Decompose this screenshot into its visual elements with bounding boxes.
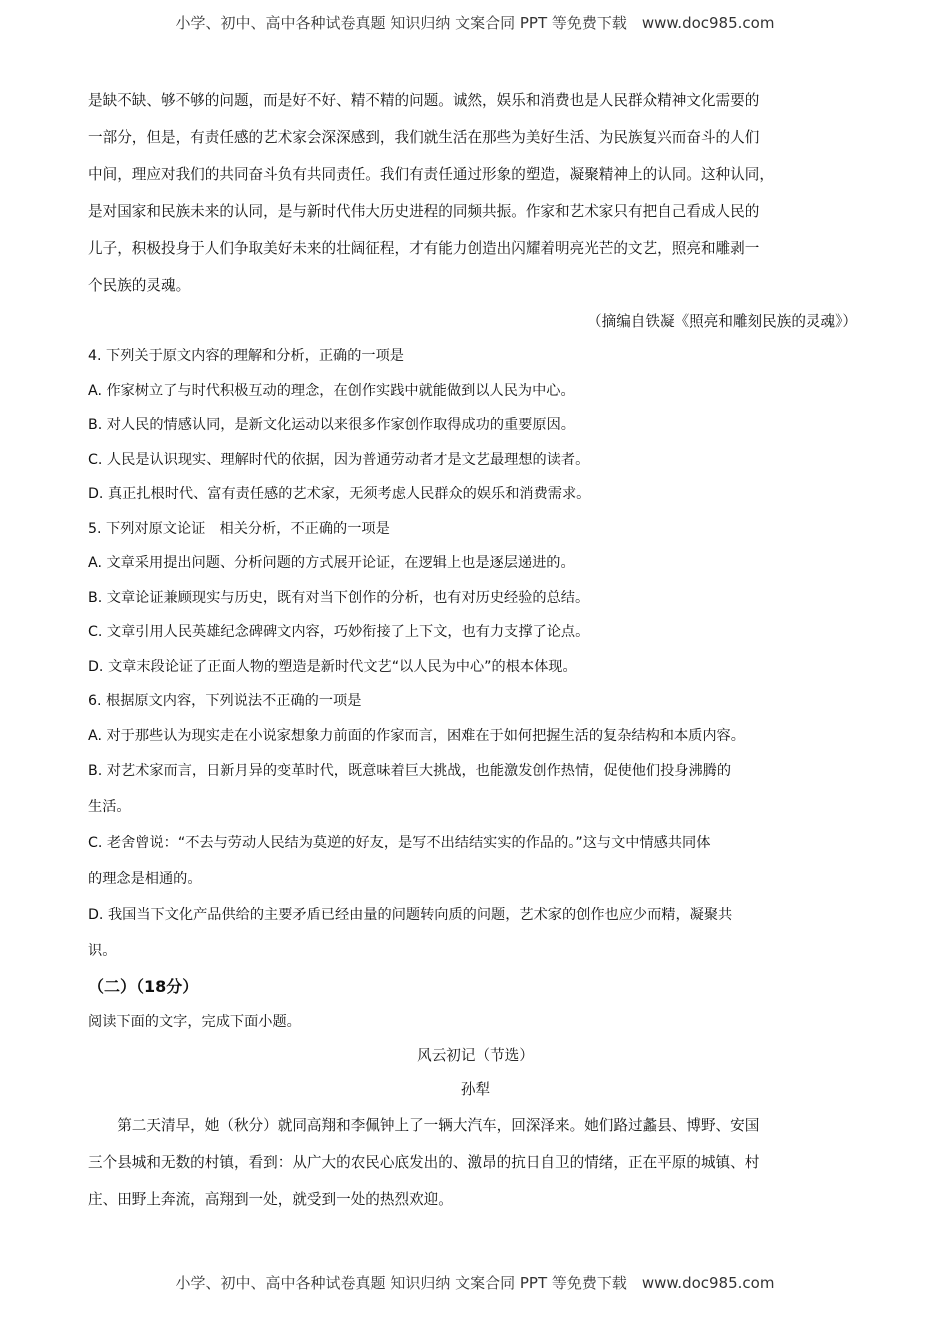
story-line: 第二天清早，她（秋分）就同高翔和李佩钟上了一辆大汽车，回深泽来。她们路过蠡县、博野、安国 <box>117 1117 760 1134</box>
option-a: A. 对于那些认为现实走在小说家想象力前面的作家而言，困难在于如何把握生活的复杂结构和本质内容。 <box>88 727 745 744</box>
question-5 <box>88 512 863 685</box>
option-b: B. 对艺术家而言，日新月异的变革时代，既意味着巨大挑战，也能激发创作热情，促使他们投身沸腾的 <box>88 763 732 779</box>
option-d: D. 我国当下文化产品供给的主要矛盾已经由量的问题转向质的问题，艺术家的创作也应少而精，凝聚共 <box>88 907 733 923</box>
passage-line: 儿子，积极投身于人们争取美好未来的壮阔征程，才有能力创造出闪耀着明亮光芒的文艺，照亮和雕剥一 <box>88 240 760 257</box>
passage-line: 个民族的灵魂。 <box>88 277 191 294</box>
question-6 <box>88 684 863 969</box>
option-a: A. 文章采用提出问题、分析问题的方式展开论证，在逻辑上也是逐层递进的。 <box>88 555 575 571</box>
page-header: 小学、初中、高中各种试卷真题 知识归纳 文案合同 PPT 等免费下载 www.doc985.com <box>175 14 775 32</box>
story-line: 三个县城和无数的村镇，看到：从广大的农民心底发出的、激昂的抗日自卫的情绪，正在平原的城镇、村 <box>88 1154 760 1171</box>
question-stem: 6. 根据原文内容，下列说法不正确的一项是 <box>88 693 362 709</box>
section-heading: （二）（18分） <box>88 977 199 996</box>
section-2 <box>88 969 863 1218</box>
question-stem: 4. 下列关于原文内容的理解和分析，正确的一项是 <box>88 348 404 364</box>
option-a: A. 作家树立了与时代积极互动的理念，在创作实践中就能做到以人民为中心。 <box>88 382 575 399</box>
option-d: D. 文章末段论证了正面人物的塑造是新时代文艺“以人民为中心”的根本体现。 <box>88 658 577 675</box>
passage-line: 一部分，但是，有责任感的艺术家会深深感到，我们就生活在那些为美好生活、为民族复兴而奋斗的人们 <box>88 129 760 146</box>
option-b: B. 对人民的情感认同，是新文化运动以来很多作家创作取得成功的重要原因。 <box>88 417 575 433</box>
story-author: 孙犁 <box>460 1081 491 1098</box>
option-c: C. 文章引用人民英雄纪念碑碑文内容，巧妙衔接了上下文，也有力支撑了论点。 <box>88 624 590 640</box>
option-b-cont: 生活。 <box>88 799 131 815</box>
option-b: B. 文章论证兼顾现实与历史，既有对当下创作的分析，也有对历史经验的总结。 <box>88 589 590 606</box>
passage-line: 是缺不缺、够不够的问题，而是好不好、精不精的问题。诚然，娱乐和消费也是人民群众精神文化需要的 <box>88 92 760 109</box>
option-c: C. 人民是认识现实、理解时代的依据，因为普通劳动者才是文艺最理想的读者。 <box>88 451 590 468</box>
option-c-cont: 的理念是相通的。 <box>88 871 202 887</box>
question-stem: 5. 下列对原文论证 相关分析，不正确的一项是 <box>88 520 390 537</box>
option-d-cont: 识。 <box>88 943 117 959</box>
passage-line: 是对国家和民族未来的认同，是与新时代伟大历史进程的同频共振。作家和艺术家只有把自己看成人民的 <box>88 203 760 220</box>
document-body <box>88 82 863 1218</box>
option-c: C. 老舍曾说：“不去与劳动人民结为莫逆的好友，是写不出结结实实的作品的。”这与文中情感共同体 <box>88 835 711 851</box>
page-footer: 小学、初中、高中各种试卷真题 知识归纳 文案合同 PPT 等免费下载 www.doc985.com <box>175 1274 775 1292</box>
question-4 <box>88 339 863 512</box>
story-line: 庄、田野上奔流，高翔到一处，就受到一处的热烈欢迎。 <box>88 1191 453 1208</box>
story-title: 风云初记（节选） <box>417 1047 534 1064</box>
section-instruction: 阅读下面的文字，完成下面小题。 <box>88 1014 301 1030</box>
passage-1 <box>88 82 863 339</box>
passage-line: 中间，理应对我们的共同奋斗负有共同责任。我们有责任通过形象的塑造，凝聚精神上的认同。这种认同， <box>88 166 774 183</box>
option-d: D. 真正扎根时代、富有责任感的艺术家，无须考虑人民群众的娱乐和消费需求。 <box>88 486 591 502</box>
passage-source: （摘编自铁凝《照亮和雕刻民族的灵魂》） <box>587 313 857 330</box>
